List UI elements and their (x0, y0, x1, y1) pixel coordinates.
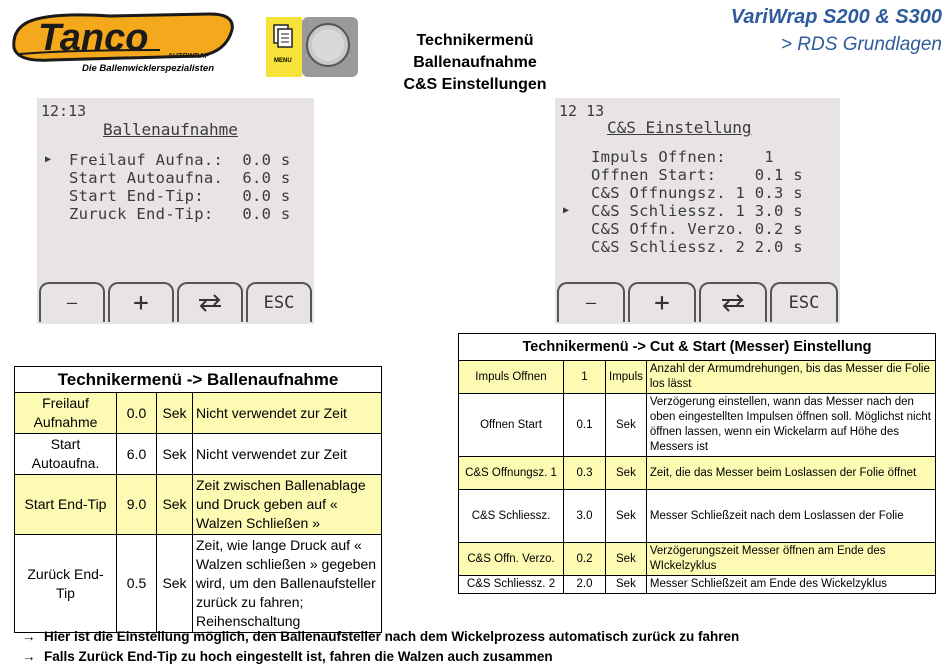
notes (22, 627, 739, 667)
param-desc: Zeit zwischen Ballenablage und Druck geben auf « Walzen Schließen » (193, 475, 382, 535)
toggle-button[interactable] (699, 282, 767, 322)
table-row (459, 576, 936, 594)
arrow-icon: → (22, 649, 36, 664)
param-unit: Sek (606, 543, 647, 576)
param-desc: Nicht verwendet zur Zeit (193, 393, 382, 434)
param-name: C&S Offn. Verzo. (459, 543, 564, 576)
lcd-line[interactable]: Impuls Offnen: 1 (591, 148, 775, 166)
table-row (15, 393, 382, 434)
table-row (15, 434, 382, 475)
table-row (15, 475, 382, 535)
param-value: 2.0 (564, 576, 606, 594)
table-row (459, 490, 936, 543)
param-unit: Impuls (606, 361, 647, 394)
param-value: 6.0 (117, 434, 157, 475)
param-desc: Verzögerung einstellen, wann das Messer nach den oben eingestellten Impulsen öffnen soll. Möglichst nicht öffnen lassen, wenn ein Wickelarm auf Höhe des Messers ist (646, 394, 935, 457)
param-value: 0.0 (117, 393, 157, 434)
lcd-screen-ballenaufnahme (37, 98, 314, 324)
toggle-icon (718, 292, 748, 314)
table-title: Technikermenü -> Ballenaufnahme (15, 367, 382, 393)
lcd-line[interactable]: ▶ C&S Schliessz. 1 3.0 s (565, 202, 803, 220)
param-name: Freilauf Aufnahme (15, 393, 117, 434)
param-name: Start Autoaufna. (15, 434, 117, 475)
table-row (459, 394, 936, 457)
param-value: 9.0 (117, 475, 157, 535)
param-value: 0.5 (117, 535, 157, 633)
minus-button[interactable]: — (557, 282, 625, 322)
param-unit: Sek (606, 394, 647, 457)
table-title: Technikermenü -> Cut & Start (Messer) Einstellung (459, 334, 936, 361)
table-row (459, 457, 936, 490)
param-unit: Sek (606, 490, 647, 543)
table-cut-start (458, 333, 936, 594)
param-name: Offnen Start (459, 394, 564, 457)
esc-button[interactable]: ESC (770, 282, 838, 322)
brand-name: Tanco (38, 17, 149, 59)
lcd-time: 12 13 (559, 102, 605, 120)
param-name: C&S Schliessz. (459, 490, 564, 543)
param-name: Zurück End-Tip (15, 535, 117, 633)
lcd-time: 12:13 (41, 102, 87, 120)
menu-label: MENU (274, 58, 292, 64)
param-desc: Messer Schließzeit am Ende des Wickelzyklus (646, 576, 935, 594)
lcd-line[interactable]: Offnen Start: 0.1 s (591, 166, 803, 184)
table-row (15, 535, 382, 633)
param-desc: Nicht verwendet zur Zeit (193, 434, 382, 475)
esc-button[interactable]: ESC (246, 282, 312, 322)
param-desc: Anzahl der Armumdrehungen, bis das Messer die Folie los lässt (646, 361, 935, 394)
note-item: → Hier ist die Einstellung möglich, den Ballenaufsteller nach dem Wickelprozess automatisch zurück zu fahren (22, 627, 739, 647)
note-item: → Falls Zurück End-Tip zu hoch eingestellt ist, fahren die Walzen auch zusammen (22, 647, 739, 667)
param-name: Impuls Offnen (459, 361, 564, 394)
param-desc: Verzögerungszeit Messer öffnen am Ende des WIckelzyklus (646, 543, 935, 576)
lcd-screen-cs-einstellung (555, 98, 840, 324)
lcd-line[interactable]: Start Autoaufna. 6.0 s (69, 169, 291, 187)
toggle-button[interactable] (177, 282, 243, 322)
param-desc: Zeit, wie lange Druck auf « Walzen schließen » gegeben wird, um den Ballenaufsteller zurück zu fahren; Reihenschaltung (193, 535, 382, 633)
table-ballenaufnahme (14, 366, 382, 633)
param-value: 3.0 (564, 490, 606, 543)
param-unit: Sek (606, 457, 647, 490)
plus-button[interactable]: + (108, 282, 174, 322)
param-unit: Sek (157, 434, 193, 475)
param-desc: Zeit, die das Messer beim Loslassen der Folie öffnet (646, 457, 935, 490)
page-title (380, 30, 570, 96)
param-desc: Messer Schließzeit nach dem Loslassen der Folie (646, 490, 935, 543)
lcd-heading: Ballenaufnahme (103, 120, 238, 139)
title-line3: C&S Einstellungen (403, 76, 547, 93)
title-line1: Technikermenü (416, 32, 534, 49)
table-row (459, 543, 936, 576)
param-unit: Sek (606, 576, 647, 594)
table-row (459, 361, 936, 394)
param-name: C&S Offnungsz. 1 (459, 457, 564, 490)
param-unit: Sek (157, 475, 193, 535)
toggle-icon (195, 292, 225, 314)
minus-button[interactable]: — (39, 282, 105, 322)
lcd-line[interactable]: C&S Offn. Verzo. 0.2 s (591, 220, 803, 238)
lcd-line[interactable]: C&S Schliessz. 2 2.0 s (591, 238, 803, 256)
lcd-heading: C&S Einstellung (607, 118, 752, 137)
arrow-icon: → (22, 629, 36, 644)
plus-button[interactable]: + (628, 282, 696, 322)
title-line2: Ballenaufnahme (413, 54, 537, 71)
lcd-line[interactable]: C&S Offnungsz. 1 0.3 s (591, 184, 803, 202)
lcd-line[interactable]: Zuruck End-Tip: 0.0 s (69, 205, 291, 223)
product-name: VariWrap S200 & S300 (730, 6, 942, 28)
section-subtitle: > RDS Grundlagen (780, 34, 942, 55)
param-value: 0.1 (564, 394, 606, 457)
param-value: 1 (564, 361, 606, 394)
param-name: Start End-Tip (15, 475, 117, 535)
brand-sub: AUTOWRAP (168, 53, 210, 60)
param-unit: Sek (157, 393, 193, 434)
brand-tagline: Die Ballenwicklerspezialisten (82, 63, 215, 74)
param-unit: Sek (157, 535, 193, 633)
param-value: 0.3 (564, 457, 606, 490)
param-value: 0.2 (564, 543, 606, 576)
param-name: C&S Schliessz. 2 (459, 576, 564, 594)
lcd-line[interactable]: Start End-Tip: 0.0 s (69, 187, 291, 205)
lcd-line[interactable]: ▶ Freilauf Aufna.: 0.0 s (47, 151, 291, 169)
menu-button-icon (266, 17, 358, 77)
